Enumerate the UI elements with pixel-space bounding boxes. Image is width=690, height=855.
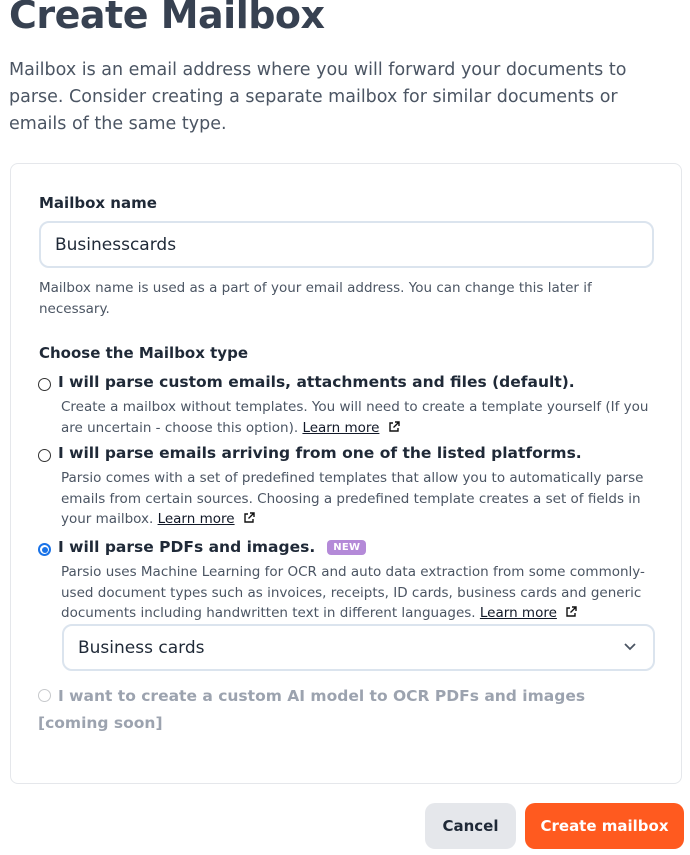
- cancel-button[interactable]: Cancel: [425, 803, 516, 849]
- option-description-text: Parsio uses Machine Learning for OCR and auto data extraction from some commonly-used document types such as invoices, receipts, ID cards, business cards and generic documents including handwritten text in different languages.: [61, 564, 645, 621]
- mailbox-name-help: Mailbox name is used as a part of your email address. You can change this later if necessary.: [39, 280, 592, 317]
- option-title: I will parse custom emails, attachments and files (default).: [58, 373, 575, 391]
- page-title: Create Mailbox: [9, 0, 325, 37]
- learn-more-link[interactable]: Learn more: [479, 605, 557, 621]
- document-type-value: Business cards: [78, 638, 205, 658]
- option-description-text: Create a mailbox without templates. You will need to create a template yourself (If you are uncertain - choose this option).: [61, 399, 649, 436]
- document-type-select[interactable]: [62, 624, 655, 671]
- option-title: [58, 538, 366, 556]
- option-description-text: Parsio comes with a set of predefined templates that allow you to automatically parse emails from certain sources. Choosing a predefined template creates a set of fields in your mailbox.: [61, 470, 644, 527]
- option-title-text: I will parse PDFs and images.: [58, 538, 316, 556]
- option-description: [61, 397, 656, 438]
- create-mailbox-button[interactable]: Create mailbox: [525, 803, 684, 849]
- learn-more-link[interactable]: Learn more: [157, 511, 235, 527]
- radio-pdf-images[interactable]: [38, 543, 51, 556]
- new-badge: NEW: [327, 540, 366, 555]
- radio-platforms[interactable]: [38, 449, 51, 462]
- page-intro: Mailbox is an email address where you will forward your documents to parse. Consider creating a separate mailbox for similar documents or emails of the same type.: [9, 60, 627, 134]
- mailbox-form-card: [10, 163, 682, 784]
- learn-more-link[interactable]: Learn more: [302, 419, 380, 436]
- external-link-icon: [565, 606, 577, 618]
- option-title: I will parse emails arriving from one of the listed platforms.: [58, 444, 582, 462]
- option-description: [61, 562, 656, 624]
- mailbox-name-label: Mailbox name: [39, 194, 157, 212]
- external-link-icon: [388, 421, 400, 433]
- radio-custom[interactable]: [38, 378, 51, 391]
- mailbox-type-label: Choose the Mailbox type: [39, 344, 248, 362]
- option-title-disabled: I want to create a custom AI model to OCR PDFs and images [coming soon]: [38, 687, 586, 732]
- chevron-down-icon: [623, 642, 637, 652]
- option-description: [61, 468, 656, 530]
- mailbox-name-input[interactable]: [39, 221, 654, 268]
- external-link-icon: [243, 512, 255, 524]
